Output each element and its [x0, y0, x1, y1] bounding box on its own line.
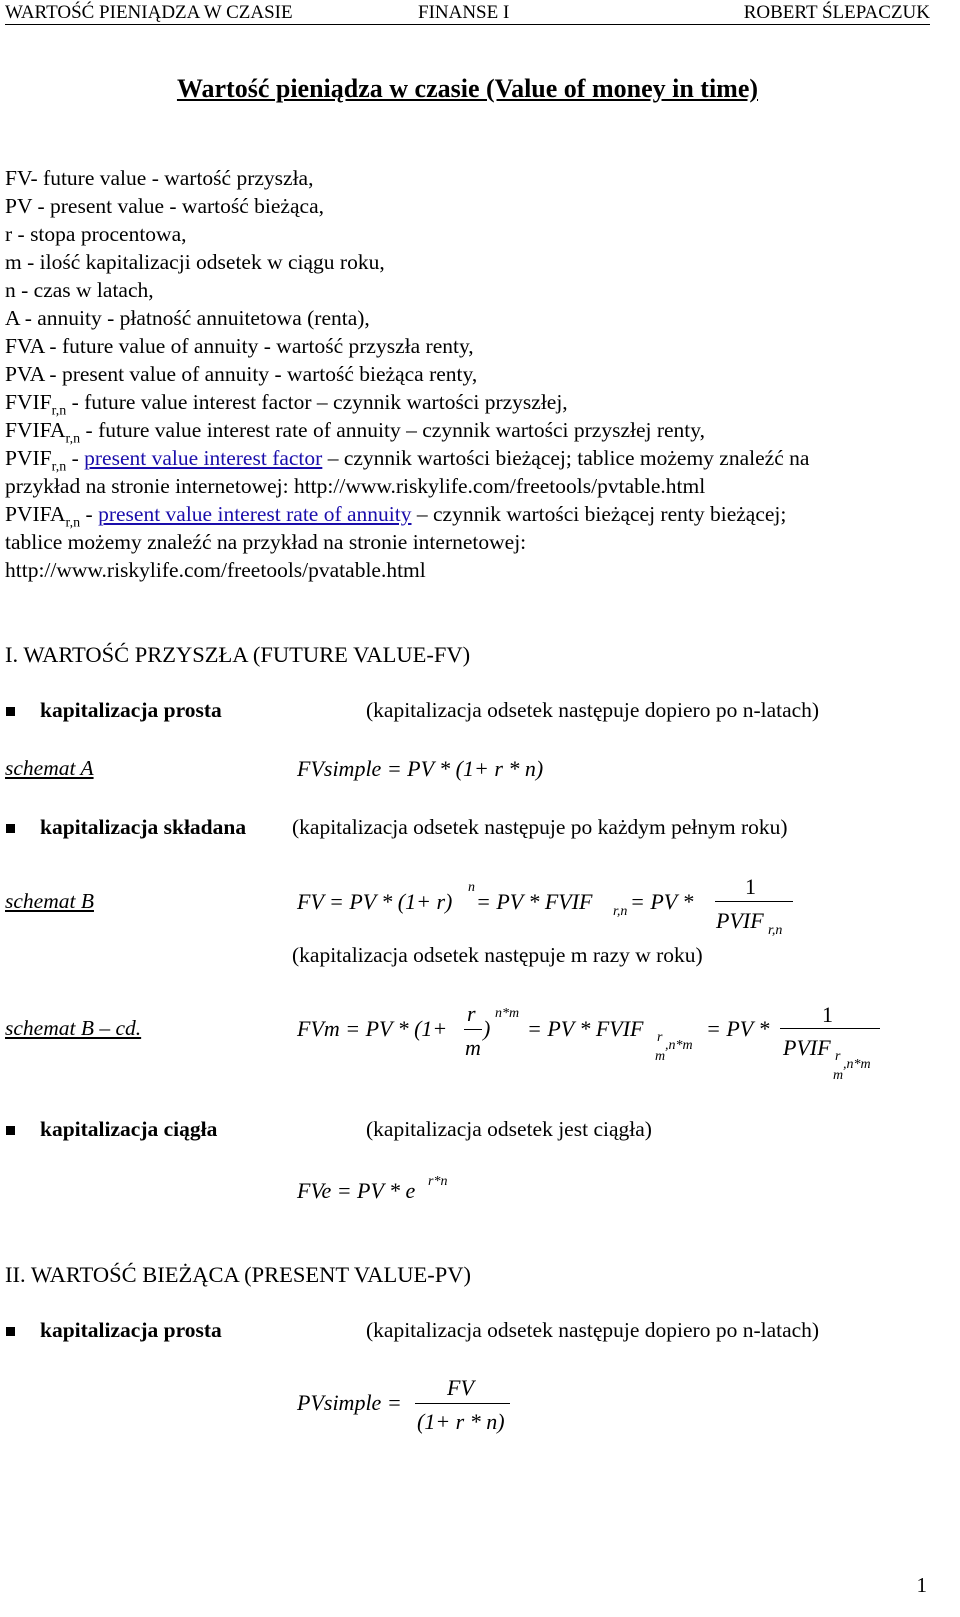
- section-1-heading: I. WARTOŚĆ PRZYSZŁA (FUTURE VALUE-FV): [5, 642, 471, 667]
- fvifa-text: - future value interest rate of annuity – czynnik wartości przyszłej renty,: [80, 418, 706, 442]
- pvif-subscript: r,n: [51, 459, 67, 475]
- definition-pvif-url: przykład na stronie internetowej: http://www.riskylife.com/freetools/pvtable.html: [5, 474, 706, 498]
- definition-pvifa-line2: tablice możemy znaleźć na przykład na stronie internetowej:: [5, 530, 527, 554]
- definition-pva: PVA - present value of annuity - wartość bieżąca renty,: [5, 362, 478, 386]
- formula-fv-compound-numerator: 1: [745, 874, 756, 899]
- s1-bullet3-label: kapitalizacja ciągła: [40, 1117, 218, 1141]
- pvifa-text: – czynnik wartości bieżącej renty bieżącej;: [411, 502, 787, 526]
- s1-bullet1-desc: (kapitalizacja odsetek następuje dopiero po n-latach): [366, 698, 820, 722]
- s2-bullet1-label: kapitalizacja prosta: [40, 1318, 222, 1342]
- bullet-square-icon: [6, 1126, 15, 1135]
- definition-pvifa: [5, 502, 786, 531]
- formula-fvm-sub-r: r: [657, 1030, 663, 1045]
- formula-fvm-right: = PV *: [706, 1016, 770, 1041]
- formula-fvm-denominator: PVIF: [783, 1035, 831, 1060]
- formula-fvm-numerator: 1: [822, 1002, 833, 1027]
- compounding-m-note: (kapitalizacja odsetek następuje m razy w roku): [292, 943, 703, 967]
- formula-fv-compound-denominator: PVIF: [716, 908, 764, 933]
- header-center: FINANSE I: [418, 2, 510, 23]
- fvif-name: FVIF: [5, 390, 52, 414]
- pvif-link[interactable]: present value interest factor: [84, 446, 323, 470]
- pvifa-link[interactable]: present value interest rate of annuity: [98, 502, 412, 526]
- fvif-text: - future value interest factor – czynnik wartości przyszłej,: [66, 390, 568, 414]
- section-2-heading: II. WARTOŚĆ BIEŻĄCA (PRESENT VALUE-PV): [5, 1262, 471, 1287]
- formula-fvm-sub-m: m: [655, 1049, 666, 1064]
- pvifa-subscript: r,n: [65, 515, 81, 531]
- header-rule: [5, 24, 930, 25]
- fvif-subscript: r,n: [51, 403, 67, 419]
- formula-fv-compound-right: = PV *: [630, 889, 694, 914]
- bullet-square-icon: [6, 824, 15, 833]
- pvif-text: – czynnik wartości bieżącej; tablice możemy znaleźć na: [322, 446, 810, 470]
- pvifa-dash: -: [80, 502, 99, 526]
- schema-b-cd-label: schemat B – cd.: [5, 1016, 142, 1040]
- formula-fvm-m: m: [465, 1035, 481, 1060]
- fraction-bar: [464, 1029, 482, 1030]
- s1-bullet3-desc: (kapitalizacja odsetek jest ciągła): [366, 1117, 652, 1141]
- s1-bullet1-label: kapitalizacja prosta: [40, 698, 222, 722]
- definition-m: m - ilość kapitalizacji odsetek w ciągu roku,: [5, 250, 385, 274]
- definition-pvifa-url: http://www.riskylife.com/freetools/pvatable.html: [5, 558, 426, 582]
- schema-a-label: schemat A: [5, 756, 94, 780]
- definition-n: n - czas w latach,: [5, 278, 154, 302]
- formula-fv-simple: FVsimple = PV * (1+ r * n): [297, 756, 544, 781]
- formula-fvm-mid: = PV * FVIF: [527, 1016, 644, 1041]
- bullet-square-icon: [6, 707, 15, 716]
- formula-pv-simple-denominator: (1+ r * n): [417, 1409, 505, 1434]
- pvif-name: PVIF: [5, 446, 52, 470]
- formula-fve-exp: r*n: [428, 1174, 448, 1189]
- formula-fv-compound-sub: r,n: [613, 904, 628, 919]
- fraction-bar: [780, 1028, 880, 1029]
- s1-bullet2-label: kapitalizacja składana: [40, 815, 247, 839]
- formula-fvm-den-r: r: [835, 1049, 841, 1064]
- page-title: Wartość pieniądza w czasie (Value of money in time): [176, 74, 759, 103]
- fvifa-name: FVIFA: [5, 418, 66, 442]
- formula-fvm-sub-rest: ,n*m: [665, 1038, 693, 1053]
- formula-pv-simple-numerator: FV: [447, 1375, 474, 1400]
- header-left: WARTOŚĆ PIENIĄDZA W CZASIE: [5, 2, 293, 23]
- fraction-bar: [415, 1403, 510, 1404]
- pvif-dash: -: [66, 446, 85, 470]
- s1-bullet2-desc: (kapitalizacja odsetek następuje po każdym pełnym roku): [292, 815, 788, 839]
- fvifa-subscript: r,n: [65, 431, 81, 447]
- formula-fv-compound-den-sub: r,n: [768, 923, 783, 938]
- definition-fv: FV- future value - wartość przyszła,: [5, 166, 314, 190]
- formula-fvm-exp: n*m: [495, 1006, 520, 1021]
- formula-fvm-r: r: [467, 1001, 476, 1026]
- definition-r: r - stopa procentowa,: [5, 222, 187, 246]
- formula-fve: FVe = PV * e: [297, 1178, 416, 1203]
- definition-fvif: [5, 390, 568, 419]
- header-right: ROBERT ŚLEPACZUK: [743, 2, 930, 23]
- definition-pvif: [5, 446, 809, 475]
- formula-fvm-left: FVm = PV * (1+: [297, 1016, 448, 1041]
- page-number: 1: [916, 1573, 927, 1597]
- formula-fvm-den-m: m: [833, 1068, 844, 1083]
- definition-pv: PV - present value - wartość bieżąca,: [5, 194, 324, 218]
- definition-fvifa: [5, 418, 705, 447]
- formula-fvm-den-rest: ,n*m: [843, 1057, 871, 1072]
- formula-fv-compound-left: FV = PV * (1+ r): [297, 889, 453, 914]
- formula-pv-simple-left: PVsimple =: [297, 1390, 402, 1415]
- definition-a: A - annuity - płatność annuitetowa (renta),: [5, 306, 370, 330]
- formula-fvm-close: ): [483, 1016, 491, 1041]
- bullet-square-icon: [6, 1327, 15, 1336]
- formula-fv-compound-exp: n: [468, 880, 475, 895]
- fraction-bar: [715, 901, 793, 902]
- schema-b-label: schemat B: [5, 889, 94, 913]
- pvifa-name: PVIFA: [5, 502, 66, 526]
- definition-fva: FVA - future value of annuity - wartość przyszła renty,: [5, 334, 474, 358]
- s2-bullet1-desc: (kapitalizacja odsetek następuje dopiero po n-latach): [366, 1318, 820, 1342]
- formula-fv-compound-mid: = PV * FVIF: [476, 889, 593, 914]
